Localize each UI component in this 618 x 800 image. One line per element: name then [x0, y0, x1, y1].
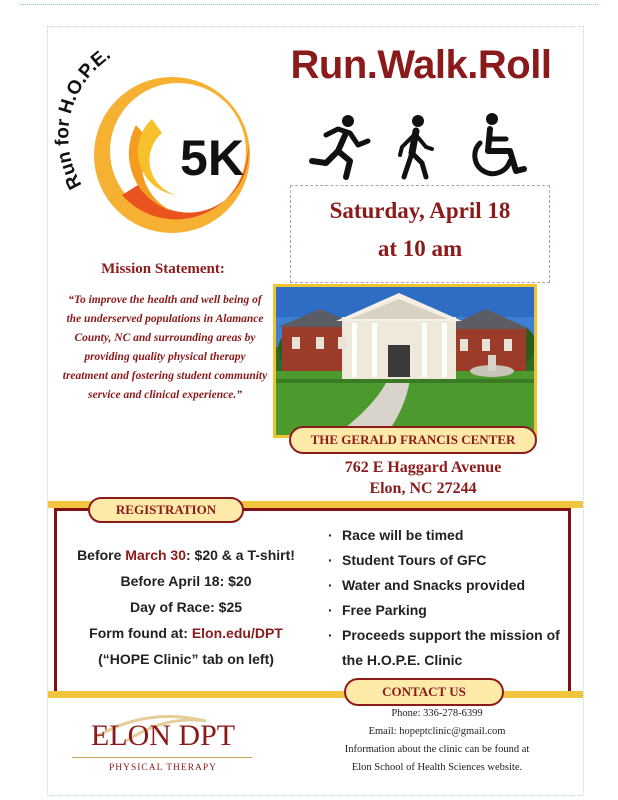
- mission-statement: “To improve the health and well being of the underserved populations in Alamance County, NC and surrounding areas by providing quality physical therapy treatment and fostering student community service and clinical experience.”: [62, 294, 268, 401]
- run-for-hope-5k-logo: [52, 35, 276, 235]
- wheelchair-icon: [475, 113, 524, 174]
- contact-info-line-1: Information about the clinic can be found at: [344, 744, 530, 755]
- top-divider: [20, 4, 598, 5]
- event-features-list: [328, 523, 564, 673]
- pricing-line-day-of: Day of Race: $25: [129, 599, 243, 615]
- list-item: · Student Tours of GFC: [328, 548, 564, 573]
- runner-icon: [312, 115, 368, 177]
- registration-form-link[interactable]: Elon.edu/DPT: [191, 625, 283, 641]
- list-item: · Water and Snacks provided: [328, 573, 564, 598]
- gerald-francis-center-photo: [273, 284, 537, 438]
- logo-5k-badge: 5K: [180, 130, 244, 186]
- walker-icon: [400, 115, 432, 177]
- venue-address: [300, 457, 546, 499]
- registration-tab-hint: (“HOPE Clinic” tab on left): [98, 651, 274, 667]
- pricing-line-regular: Before April 18: $20: [120, 573, 252, 589]
- list-item: · Proceeds support the mission of the H.O.P.E. Clinic: [328, 623, 564, 673]
- elon-dpt-logo: [66, 707, 256, 777]
- activity-icons: [296, 111, 536, 181]
- flyer-page: [47, 26, 584, 796]
- mission-heading: Mission Statement:: [101, 261, 225, 277]
- registration-pricing: [54, 542, 318, 672]
- pricing-line-early: Before March 30: $20 & a T-shirt!: [77, 547, 295, 563]
- venue-name-banner: THE GERALD FRANCIS CENTER: [289, 426, 537, 454]
- event-date: Saturday, April 18: [329, 198, 511, 223]
- event-title: Run.Walk.Roll: [290, 43, 552, 87]
- event-time: at 10 am: [377, 236, 463, 261]
- registration-label: REGISTRATION: [88, 497, 244, 523]
- address-line-1: 762 E Haggard Avenue: [344, 459, 502, 476]
- list-item: · Race will be timed: [328, 523, 564, 548]
- contact-phone: Phone: 336-278-6399: [391, 708, 483, 719]
- logo-arc-text: Run for H.O.P.E.: [52, 43, 115, 193]
- contact-info: [292, 705, 582, 777]
- registration-form-line: Form found at: Elon.edu/DPT: [89, 625, 283, 641]
- elon-dpt-wordmark: ELON DPT: [90, 719, 236, 752]
- logo-rule: [72, 757, 252, 758]
- list-item: · Free Parking: [328, 598, 564, 623]
- contact-email[interactable]: Email: hopeptclinic@gmail.com: [368, 726, 506, 737]
- address-line-2: Elon, NC 27244: [369, 480, 477, 497]
- event-date-box: [290, 185, 550, 283]
- elon-dpt-subtitle: PHYSICAL THERAPY: [108, 763, 218, 773]
- contact-label: CONTACT US: [344, 678, 504, 706]
- contact-info-line-2: Elon School of Health Sciences website.: [351, 762, 523, 773]
